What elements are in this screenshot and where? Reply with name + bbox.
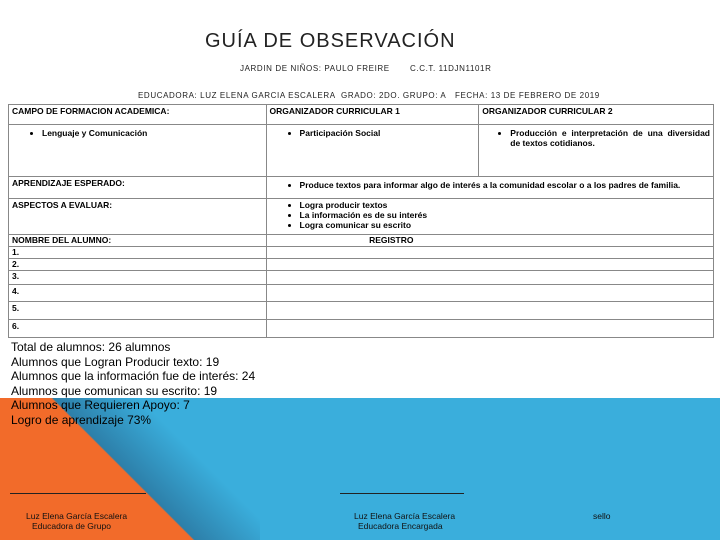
nombre-label: NOMBRE DEL ALUMNO:: [9, 235, 267, 247]
registro-label: REGISTRO: [266, 235, 713, 247]
teacher-name: EDUCADORA: LUZ ELENA GARCIA ESCALERA: [138, 91, 336, 100]
registro-cell: [266, 320, 713, 338]
registro-cell: [266, 285, 713, 302]
signature-left: [26, 511, 127, 531]
student-row: 1.: [9, 247, 267, 259]
signature-left-role: Educadora de Grupo: [32, 521, 111, 531]
seal-label: sello: [593, 511, 611, 521]
registro-cell: [266, 302, 713, 320]
aspectos-label: ASPECTOS A EVALUAR:: [9, 199, 267, 235]
signature-middle-name: Luz Elena García Escalera: [354, 511, 456, 521]
summary-line: Alumnos que la información fue de interés: 24: [11, 369, 256, 384]
signature-middle: [354, 511, 455, 531]
signature-line-left: [10, 493, 146, 494]
org2-label: ORGANIZADOR CURRICULAR 2: [479, 105, 714, 125]
summary-line: Alumnos que comunican su escrito: 19: [11, 383, 218, 398]
aspecto-item: • Logra comunicar su escrito: [300, 220, 710, 230]
org2-value: • Producción e interpretación de una diversidad de textos cotidianos.: [510, 128, 710, 148]
summary-line: Alumnos que Logran Producir texto: 19: [11, 354, 220, 369]
org2-cell: [479, 125, 714, 177]
student-row: 4.: [9, 285, 267, 302]
signature-middle-role: Educadora Encargada: [358, 521, 443, 531]
student-row: 5.: [9, 302, 267, 320]
registro-cell: [266, 247, 713, 259]
org1-cell: [266, 125, 479, 177]
aprendizaje-cell: [266, 177, 713, 199]
aspecto-item: • Logra producir textos: [300, 200, 710, 210]
aspecto-item: • La información es de su interés: [300, 210, 710, 220]
campo-value: • Lenguaje y Comunicación: [42, 128, 263, 138]
aprendizaje-label: APRENDIZAJE ESPERADO:: [9, 177, 267, 199]
student-row: 3.: [9, 271, 267, 285]
registro-cell: [266, 271, 713, 285]
date: FECHA: 13 DE FEBRERO DE 2019: [455, 91, 600, 100]
registro-cell: [266, 259, 713, 271]
signature-left-name: Luz Elena García Escalera: [26, 511, 128, 521]
org1-label: ORGANIZADOR CURRICULAR 1: [266, 105, 479, 125]
campo-cell: [9, 125, 267, 177]
summary-line: Alumnos que Requieren Apoyo: 7: [11, 398, 190, 413]
page-title: GUÍA DE OBSERVACIÓN: [205, 30, 456, 52]
grade-group: GRADO: 2DO. GRUPO: A: [341, 91, 447, 100]
summary-line: Logro de aprendizaje 73%: [11, 412, 152, 427]
observation-table: [8, 104, 714, 338]
org1-value: • Participación Social: [300, 128, 476, 138]
summary-line: Total de alumnos: 26 alumnos: [11, 340, 171, 354]
student-row: 2.: [9, 259, 267, 271]
summary-block: [11, 340, 255, 428]
school-cct: C.C.T. 11DJN1101R: [410, 64, 492, 73]
school-name: JARDIN DE NIÑOS: PAULO FREIRE: [240, 64, 390, 73]
student-row: 6.: [9, 320, 267, 338]
aprendizaje-value: • Produce textos para informar algo de interés a la comunidad escolar o a los padres de familia.: [300, 180, 710, 190]
aspectos-cell: [266, 199, 713, 235]
campo-label: CAMPO DE FORMACION ACADEMICA:: [9, 105, 267, 125]
signature-line-middle: [340, 493, 464, 494]
